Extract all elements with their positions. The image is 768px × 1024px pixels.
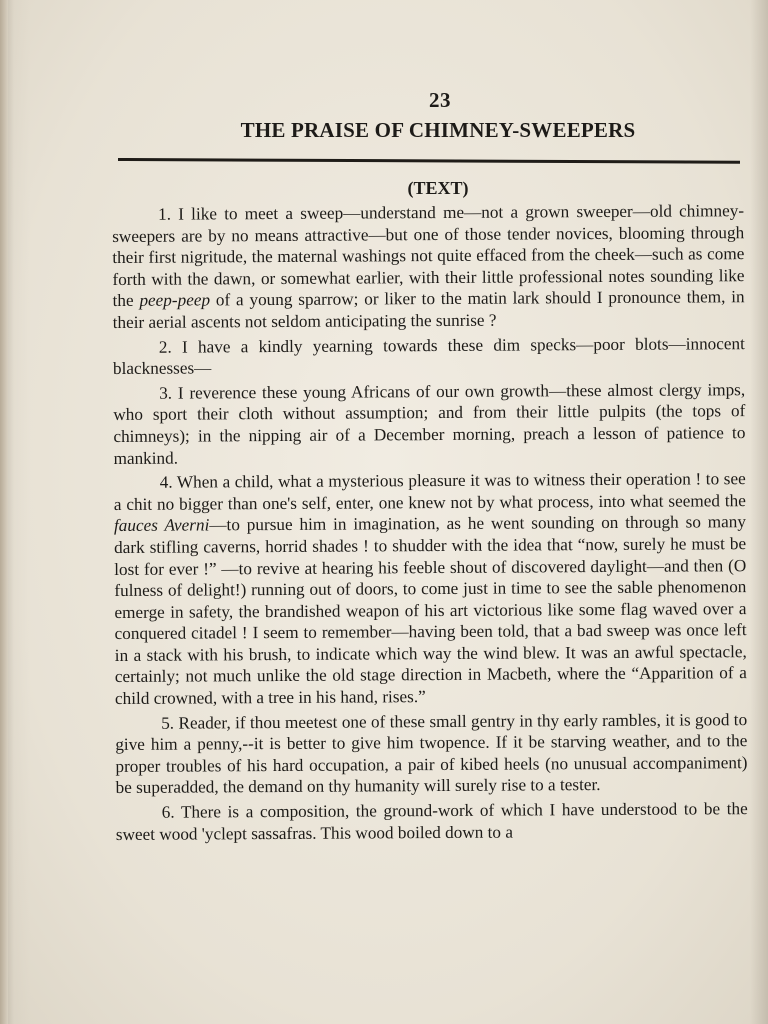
- paragraph-4-italic: fauces Averni: [113, 515, 210, 536]
- page-title: THE PRAISE OF CHIMNEY-SWEEPERS: [240, 118, 636, 142]
- title-rule: [118, 158, 740, 164]
- book-spine-shadow: [0, 0, 8, 1024]
- body-text: [112, 200, 748, 848]
- paragraph-2: [113, 333, 745, 380]
- paragraph-5-text: 5. Reader, if thou meetest one of these small gentry in thy early rambles, it is good to give him a penny,--it is better to give him twopence. If it be starving weather, and to the proper troubles of his hard occupation, a pair of kibed heels (no unusual accompaniment) be superadded, the demand on thy humanity will surely rise to a tester.: [115, 709, 748, 798]
- paragraph-1-text: 1. I like to meet a sweep—understand me—not a grown sweeper—old chimney-sweepers are by no means attractive—but one of those tender novices, blooming through their first nigritude, the maternal washings not quite effaced from the cheek—such as come forth with the dawn, or somewhat earlier, with their little professional notes sounding like the: [112, 201, 745, 311]
- paragraph-4: [114, 468, 747, 709]
- paragraph-6: [116, 798, 748, 845]
- paragraph-5: [115, 709, 748, 799]
- paragraph-3-text: 3. I reverence these young Africans of our own growth—these almost clergy imps, who sport their cloth without assumption; and from their little pulpits (the tops of chimneys); in the nipping air of a December morning, preach a lesson of patience to mankind.: [113, 379, 746, 468]
- paragraph-1-text-end: of a young sparrow; or liker to the matin lark should I pronounce them, in their aerial ascents not seldom anticipating the sunrise ?: [112, 287, 745, 332]
- paragraph-4-text: 4. When a child, what a mysterious pleasure it was to witness their operation ! to see a chit no bigger than one's self, enter, one knew not by what process, into what seemed the: [113, 469, 746, 514]
- paragraph-4-text-end: —to pursue him in imagination, as he went sounding on through so many dark stifling caverns, horrid shades ! to shudder with the idea that “now, surely he must be lost for ever !” —to revive at hearing his feeble shout of discovered daylight—and then (O fulness of delight!) running out of doors, to come just in time to see the sable phenomenon emerge in safety, the brandished weapon of his art victorious like some flag waved over a conquered citadel ! I seem to remember—having been told, that a bad sweep was once left in a stack with his brush, to indicate which way the wind blew. It was an awful spectacle, certainly; not much unlike the old stage direction in Macbeth, where the “Apparition of a child crowned, with a tree in his hand, rises.”: [114, 512, 747, 709]
- section-heading: (TEXT): [407, 178, 469, 198]
- paragraph-1: [112, 200, 745, 333]
- paragraph-1-italic: peep-peep: [139, 290, 211, 311]
- paragraph-6-text: 6. There is a composition, the ground-work of which I have understood to be the sweet wood 'yclept sassafras. This wood boiled down to a: [115, 799, 748, 844]
- paragraph-3: [113, 379, 746, 469]
- paragraph-2-text: 2. I have a kindly yearning towards these dim specks—poor blots—innocent blacknesses—: [112, 333, 745, 379]
- page-number: 23: [429, 88, 451, 112]
